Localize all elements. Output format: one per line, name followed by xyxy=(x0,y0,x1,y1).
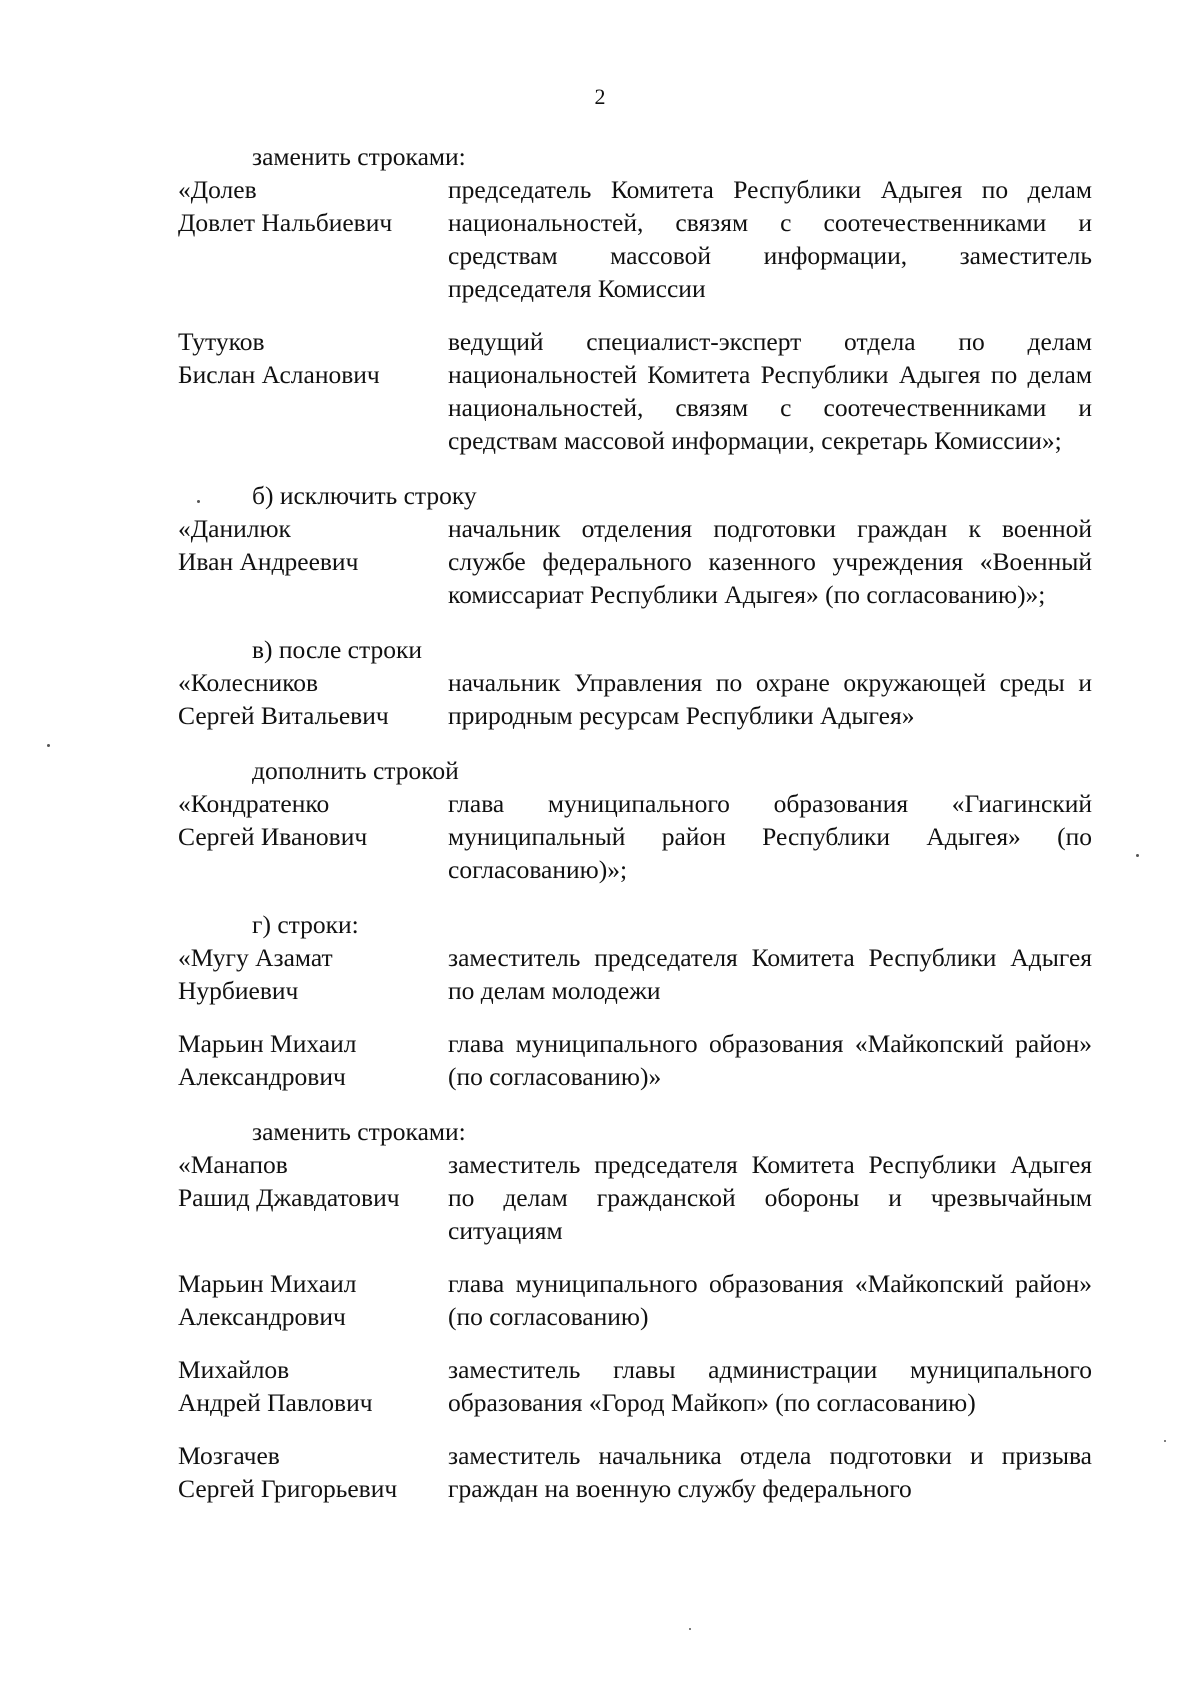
member-entry xyxy=(178,325,1092,457)
member-entry xyxy=(178,1353,1092,1419)
member-entry xyxy=(178,1148,1092,1247)
member-given-names: Андрей Павлович xyxy=(178,1388,373,1417)
member-position: глава муниципального образования «Майкопский район» (по согласованию)» xyxy=(448,1029,1092,1091)
member-entry xyxy=(178,666,1092,732)
member-position: заместитель главы администрации муниципального образования «Город Майкоп» (по согласованию) xyxy=(448,1355,1092,1417)
scan-speck xyxy=(1136,854,1139,857)
member-surname: Мозгачев xyxy=(178,1441,280,1470)
member-entry xyxy=(178,941,1092,1007)
member-given-names: Иван Андреевич xyxy=(178,547,359,576)
member-position: начальник Управления по охране окружающей среды и природным ресурсам Республики Адыгея» xyxy=(448,668,1092,730)
member-surname: «Долев xyxy=(178,175,257,204)
scan-speck xyxy=(689,1628,691,1630)
section-heading: заменить строками: xyxy=(252,142,466,171)
section-heading: в) после строки xyxy=(252,635,422,664)
member-name xyxy=(178,1267,448,1333)
member-name xyxy=(178,1027,448,1093)
member-position: заместитель председателя Комитета Республики Адыгея по делам гражданской обороны и чрезвычайным ситуациям xyxy=(448,1150,1092,1245)
member-name xyxy=(178,666,448,732)
member-surname: Михайлов xyxy=(178,1355,290,1384)
scan-speck xyxy=(1164,1440,1166,1442)
member-surname: «Манапов xyxy=(178,1150,288,1179)
member-entry xyxy=(178,173,1092,305)
member-name xyxy=(178,1353,448,1419)
document-body xyxy=(178,140,1092,1505)
member-entry xyxy=(178,787,1092,886)
member-given-names: Довлет Нальбиевич xyxy=(178,208,393,237)
member-name xyxy=(178,325,448,457)
scan-speck xyxy=(197,500,200,503)
member-position: председатель Комитета Республики Адыгея по делам национальностей, связям с соотечественниками и средствам массовой информации, заместитель председателя Комиссии xyxy=(448,175,1092,303)
member-name xyxy=(178,941,448,1007)
member-name xyxy=(178,512,448,611)
member-position: ведущий специалист-эксперт отдела по делам национальностей Комитета Республики Адыгея по делам национальностей, связям с соотечественниками и средствам массовой информации, секретарь Комиссии»; xyxy=(448,327,1092,455)
member-entry xyxy=(178,1027,1092,1093)
member-position: заместитель председателя Комитета Республики Адыгея по делам молодежи xyxy=(448,943,1092,1005)
member-position: заместитель начальника отдела подготовки и призыва граждан на военную службу федерального xyxy=(448,1441,1092,1503)
member-name xyxy=(178,787,448,886)
member-given-names: Рашид Джавдатович xyxy=(178,1183,400,1212)
member-given-names: Александрович xyxy=(178,1302,346,1331)
section-heading: заменить строками: xyxy=(252,1117,466,1146)
member-surname: «Кондратенко xyxy=(178,789,330,818)
member-name xyxy=(178,1148,448,1247)
member-name xyxy=(178,173,448,305)
member-entry xyxy=(178,1267,1092,1333)
member-position: глава муниципального образования «Майкопский район» (по согласованию) xyxy=(448,1269,1092,1331)
member-surname: «Мугу Азамат xyxy=(178,943,333,972)
member-surname: Марьин Михаил xyxy=(178,1029,357,1058)
scan-speck xyxy=(47,744,50,747)
member-given-names: Сергей Григорьевич xyxy=(178,1474,398,1503)
member-name xyxy=(178,1439,448,1505)
member-position: глава муниципального образования «Гиагинский муниципальный район Республики Адыгея» (по согласованию)»; xyxy=(448,789,1092,884)
member-entry xyxy=(178,512,1092,611)
member-surname: «Данилюк xyxy=(178,514,291,543)
member-surname: «Колесников xyxy=(178,668,319,697)
member-position: начальник отделения подготовки граждан к военной службе федерального казенного учреждения «Военный комиссариат Республики Адыгея» (по согласованию)»; xyxy=(448,514,1092,609)
member-surname: Тутуков xyxy=(178,327,265,356)
section-heading: дополнить строкой xyxy=(252,756,459,785)
member-given-names: Сергей Иванович xyxy=(178,822,368,851)
member-given-names: Бислан Асланович xyxy=(178,360,380,389)
section-heading: б) исключить строку xyxy=(252,481,477,510)
member-given-names: Сергей Витальевич xyxy=(178,701,389,730)
member-surname: Марьин Михаил xyxy=(178,1269,357,1298)
member-given-names: Александрович xyxy=(178,1062,346,1091)
page-number: 2 xyxy=(594,84,606,109)
member-entry xyxy=(178,1439,1092,1505)
section-heading: г) строки: xyxy=(252,910,359,939)
member-given-names: Нурбиевич xyxy=(178,976,299,1005)
